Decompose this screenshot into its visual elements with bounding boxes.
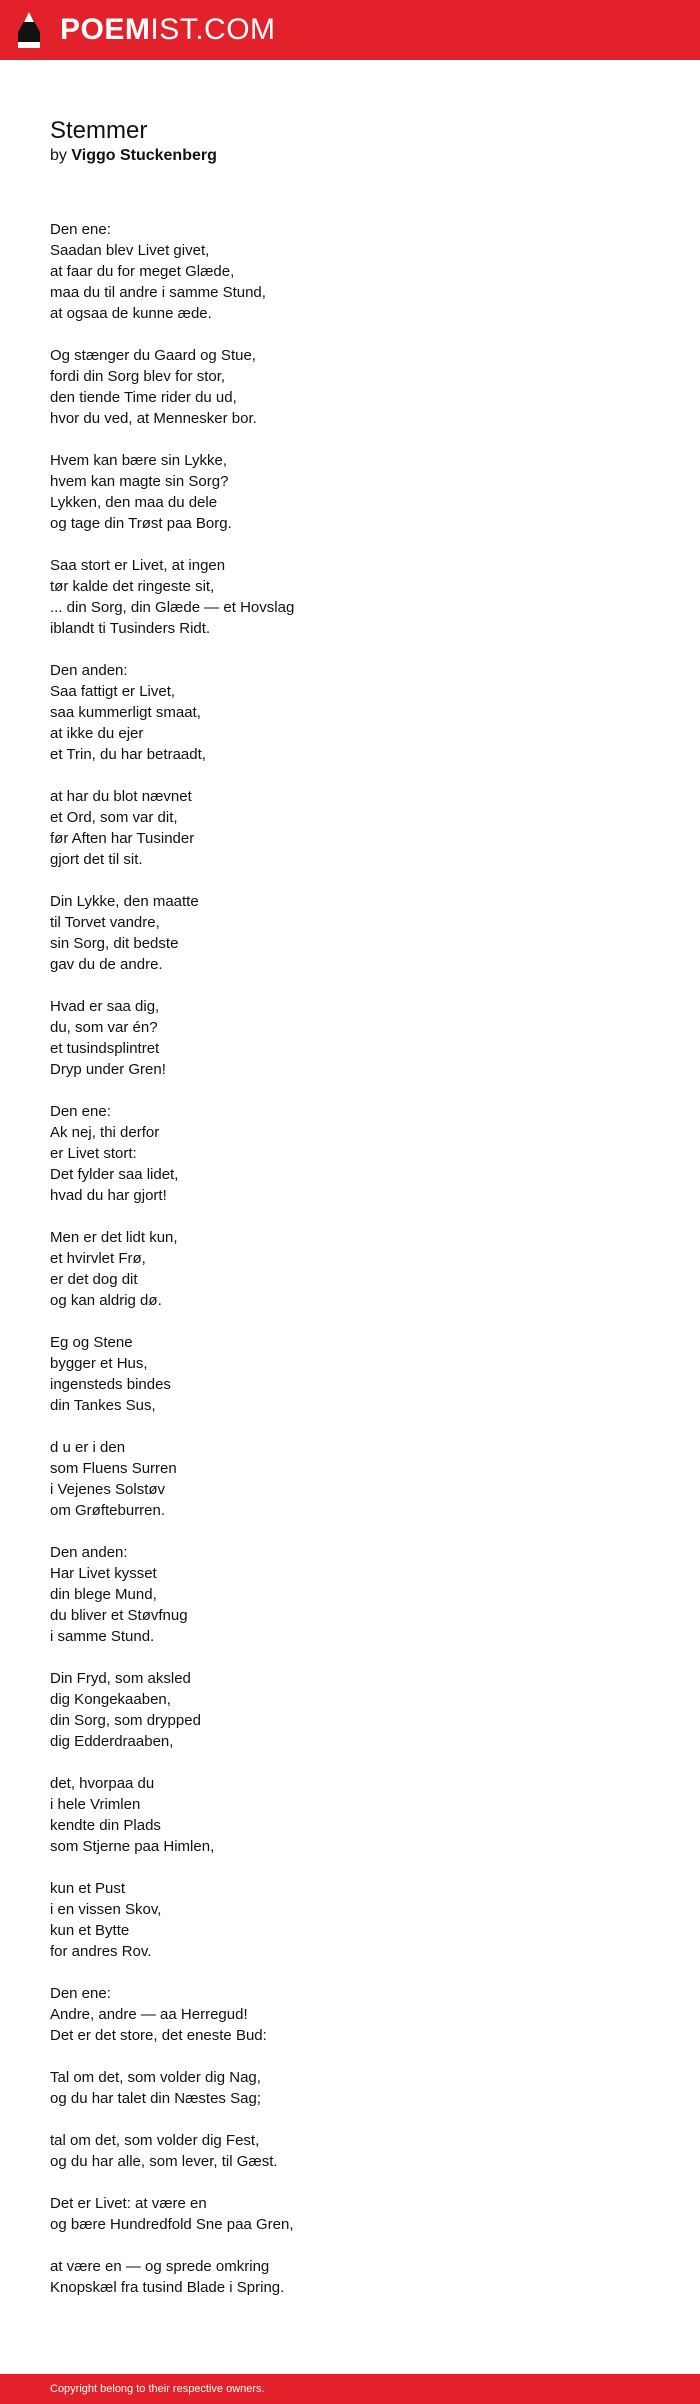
poem-line: at ikke du ejer	[50, 725, 144, 742]
poem-line: hvad du har gjort!	[50, 1187, 167, 1204]
poem-line: Dryp under Gren!	[50, 1061, 166, 1078]
poem-line: kun et Bytte	[50, 1922, 130, 1939]
poem-line: hvem kan magte sin Sorg?	[50, 473, 229, 490]
poem-heading	[50, 116, 650, 166]
poem-line: i Vejenes Solstøv	[50, 1481, 166, 1498]
poem-line: du, som var én?	[50, 1019, 158, 1036]
logo-light-text: IST.COM	[150, 13, 276, 46]
by-label: by	[50, 147, 67, 164]
poem-line: din Tankes Sus,	[50, 1397, 156, 1414]
poem-line: gav du de andre.	[50, 956, 163, 973]
poem-line: er det dog dit	[50, 1271, 138, 1288]
poem-line: Den ene:	[50, 221, 111, 238]
poem-line: før Aften har Tusinder	[50, 830, 195, 847]
poem-line: Saadan blev Livet givet,	[50, 242, 210, 259]
stanza	[50, 450, 650, 534]
poem-line: om Grøfteburren.	[50, 1502, 166, 1519]
poem-line: Hvem kan bære sin Lykke,	[50, 452, 228, 469]
stanza	[50, 1542, 650, 1647]
stanza	[50, 660, 650, 765]
poem-line: tør kalde det ringeste sit,	[50, 578, 215, 595]
poem-line: at har du blot nævnet	[50, 788, 192, 805]
poem-line: at faar du for meget Glæde,	[50, 263, 235, 280]
poem-line: Ak nej, thi derfor	[50, 1124, 160, 1141]
logo-bold-text: POEM	[60, 13, 151, 46]
poem-line: Saa stort er Livet, at ingen	[50, 557, 226, 574]
poem-line: Det er det store, det eneste Bud:	[50, 2027, 267, 2044]
poem-line: et Ord, som var dit,	[50, 809, 178, 826]
site-footer	[0, 2374, 700, 2404]
stanza	[50, 996, 650, 1080]
poem-line: i samme Stund.	[50, 1628, 155, 1645]
poem-line: Det fylder saa lidet,	[50, 1166, 179, 1183]
poem-line: saa kummerligt smaat,	[50, 704, 201, 721]
poem-line: Har Livet kysset	[50, 1565, 157, 1582]
stanza	[50, 2193, 650, 2235]
byline	[50, 146, 650, 166]
poem-line: og kan aldrig dø.	[50, 1292, 162, 1309]
poem-line: Og stænger du Gaard og Stue,	[50, 347, 256, 364]
poem-line: Knopskæl fra tusind Blade i Spring.	[50, 2279, 285, 2296]
stanza	[50, 2256, 650, 2298]
poem-line: at være en — og sprede omkring	[50, 2258, 270, 2275]
poem-line: Den anden:	[50, 662, 128, 679]
site-logo[interactable]	[60, 13, 276, 47]
stanza	[50, 1437, 650, 1521]
poem-line: Din Fryd, som aksled	[50, 1670, 191, 1687]
poem-line: i en vissen Skov,	[50, 1901, 162, 1918]
poem-line: din blege Mund,	[50, 1586, 157, 1603]
poem-line: Den ene:	[50, 1985, 111, 2002]
stanza	[50, 1878, 650, 1962]
poem-line: din Sorg, som drypped	[50, 1712, 201, 1729]
poem-line: d u er i den	[50, 1439, 126, 1456]
stanza	[50, 1101, 650, 1206]
poem-line: ingensteds bindes	[50, 1376, 171, 1393]
author-name: Viggo Stuckenberg	[71, 147, 217, 164]
stanza	[50, 555, 650, 639]
poem-line: kun et Pust	[50, 1880, 126, 1897]
poem-line: gjort det til sit.	[50, 851, 143, 868]
copyright-text: Copyright belong to their respective owners.	[50, 2383, 265, 2395]
poem-line: tal om det, som volder dig Fest,	[50, 2132, 260, 2149]
poem-line: som Fluens Surren	[50, 1460, 177, 1477]
poem-line: og du har alle, som lever, til Gæst.	[50, 2153, 278, 2170]
poem-line: Lykken, den maa du dele	[50, 494, 218, 511]
poem-line: fordi din Sorg blev for stor,	[50, 368, 226, 385]
poem-line: og tage din Trøst paa Borg.	[50, 515, 232, 532]
stanza	[50, 891, 650, 975]
poem-line: at ogsaa de kunne æde.	[50, 305, 212, 322]
poem-line: Hvad er saa dig,	[50, 998, 160, 1015]
poem-line: dig Kongekaaben,	[50, 1691, 171, 1708]
poem-line: et hvirvlet Frø,	[50, 1250, 146, 1267]
poem-line: dig Edderdraaben,	[50, 1733, 174, 1750]
poem-line: maa du til andre i samme Stund,	[50, 284, 266, 301]
poem-line: den tiende Time rider du ud,	[50, 389, 237, 406]
poem-line: hvor du ved, at Mennesker bor.	[50, 410, 257, 427]
poem-line: Saa fattigt er Livet,	[50, 683, 176, 700]
poem-line: og bære Hundredfold Sne paa Gren,	[50, 2216, 294, 2233]
poem-line: et Trin, du har betraadt,	[50, 746, 206, 763]
poem-line: sin Sorg, dit bedste	[50, 935, 179, 952]
stanza	[50, 1227, 650, 1311]
stanza	[50, 1668, 650, 1752]
poem-line: Eg og Stene	[50, 1334, 133, 1351]
poem-line: Andre, andre — aa Herregud!	[50, 2006, 248, 2023]
stanza	[50, 2130, 650, 2172]
stanza	[50, 1983, 650, 2046]
poem-line: Men er det lidt kun,	[50, 1229, 178, 1246]
poem-line: som Stjerne paa Himlen,	[50, 1838, 215, 1855]
poem-line: ... din Sorg, din Glæde — et Hovslag	[50, 599, 295, 616]
poem-line: Tal om det, som volder dig Nag,	[50, 2069, 261, 2086]
pencil-icon[interactable]	[16, 10, 42, 50]
poem-line: iblandt ti Tusinders Ridt.	[50, 620, 211, 637]
poem-line: til Torvet vandre,	[50, 914, 160, 931]
stanza	[50, 2067, 650, 2109]
poem-line: et tusindsplintret	[50, 1040, 160, 1057]
poem-line: Den anden:	[50, 1544, 128, 1561]
poem-line: det, hvorpaa du	[50, 1775, 155, 1792]
poem-line: er Livet stort:	[50, 1145, 137, 1162]
poem-line: Den ene:	[50, 1103, 111, 1120]
site-header	[0, 0, 700, 60]
poem-line: og du har talet din Næstes Sag;	[50, 2090, 261, 2107]
stanza	[50, 219, 650, 324]
stanza	[50, 1332, 650, 1416]
poem-line: for andres Rov.	[50, 1943, 152, 1960]
stanza	[50, 786, 650, 870]
poem-title: Stemmer	[50, 117, 148, 144]
poem-line: Din Lykke, den maatte	[50, 893, 199, 910]
stanza	[50, 1773, 650, 1857]
poem-line: kendte din Plads	[50, 1817, 161, 1834]
poem-line: i hele Vrimlen	[50, 1796, 141, 1813]
poem-body	[50, 219, 650, 2319]
stanza	[50, 345, 650, 429]
poem-line: Det er Livet: at være en	[50, 2195, 207, 2212]
poem-line: bygger et Hus,	[50, 1355, 148, 1372]
poem-line: du bliver et Støvfnug	[50, 1607, 188, 1624]
